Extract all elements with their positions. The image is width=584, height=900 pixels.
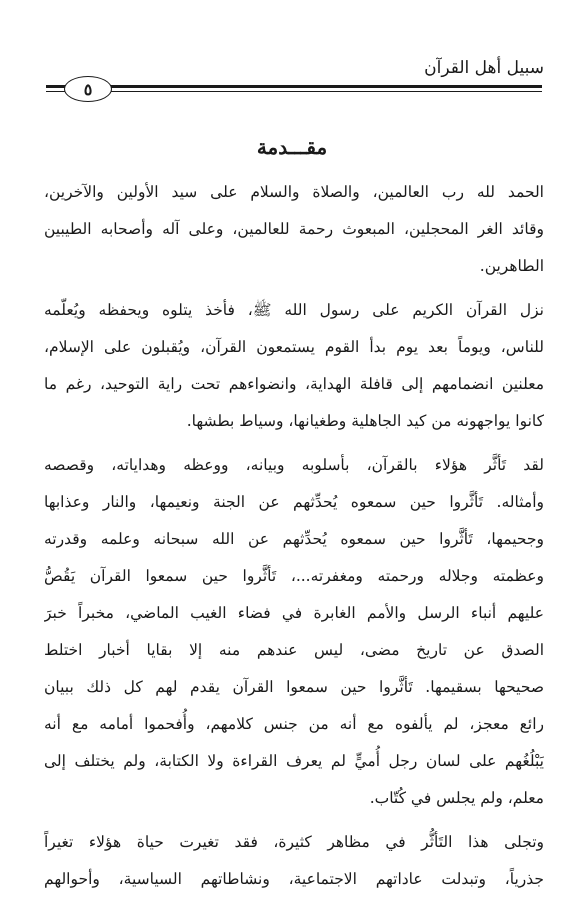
text-line: يَبْلُغُهم على لسان رجل أُميٍّ لم يعرف القراءة ولا الكتابة، ولم يختلف إلى — [44, 752, 544, 770]
text-line: وقائد الغر المحجلين، المبعوث رحمة للعالمين، وعلى آله وأصحابه الطيبين — [44, 220, 544, 238]
text-line: رائع معجز، لم يألفوه مع أنه من جنس كلامهم، وأُفحموا أمامه مع أنه — [44, 715, 544, 733]
text-line: معلنين انضمامهم إلى قافلة الهداية، وانضواءهم تحت راية التوحيد، رغم ما — [44, 375, 544, 393]
text-line: لقد تَأثَّر هؤلاء بالقرآن، بأسلوبه وبيانه، ووعظه وهداياته، وقصصه — [44, 456, 544, 474]
text-line: وأمثاله. تَأثَّروا حين سمعوه يُحدِّثهم عن الجنة ونعيمها، والنار وعذابها — [44, 493, 544, 511]
text-line: وتجلى هذا التَأثُّر في مظاهر كثيرة، فقد تغيرت حياة هؤلاء تغيراً — [44, 833, 544, 851]
text-line: الطاهرين. — [479, 257, 544, 275]
section-heading: مقـــدمة — [256, 135, 328, 159]
text-line: معلم، ولم يجلس في كُتّاب. — [369, 789, 544, 807]
header-rule-thick — [46, 85, 542, 88]
running-title: سبيل أهل القرآن — [424, 58, 544, 78]
header-rule — [46, 82, 542, 96]
text-line: جذرياً، وتبدلت عاداتهم الاجتماعية، ونشاطاتهم السياسية، وأحوالهم — [44, 870, 544, 888]
body-text — [44, 174, 544, 898]
text-line: الصدق عن تاريخ مضى، ليس عندهم منه إلا بقايا أخبار اختلط — [44, 641, 544, 659]
text-line: وعظمته وجلاله ورحمته ومغفرته...، تَأثَّروا حين سمعوا القرآن يَقُصُّ — [44, 567, 544, 585]
text-line: كانوا يواجهونه من كيد الجاهلية وطغيانها، وسياط بطشها. — [186, 412, 544, 430]
header-rule-thin — [46, 91, 542, 92]
text-line: الحمد لله رب العالمين، والصلاة والسلام على سيد الأولين والآخرين، — [44, 183, 544, 201]
text-line: للناس، ويوماً بعد يوم بدأ القوم يستمعون القرآن، ويُقبلون على الإسلام، — [44, 338, 544, 356]
text-line: وجحيمها، تَأثَّروا حين سمعوه يُحدِّثهم عن الله سبحانه وعلمه وقدرته — [44, 530, 544, 548]
page-number: ٥ — [64, 76, 112, 102]
text-line: نزل القرآن الكريم على رسول الله ﷺ، فأخذ يتلوه ويحفظه ويُعلّمه — [44, 301, 544, 319]
text-line: عليهم أنباء الرسل والأمم الغابرة في فضاء الغيب الماضي، مخبراً خبرَ — [44, 604, 544, 622]
text-line: صحيحها بسقيمها. تَأثَّروا حين سمعوا القرآن يقدم لهم كل ذلك ببيان — [44, 678, 544, 696]
